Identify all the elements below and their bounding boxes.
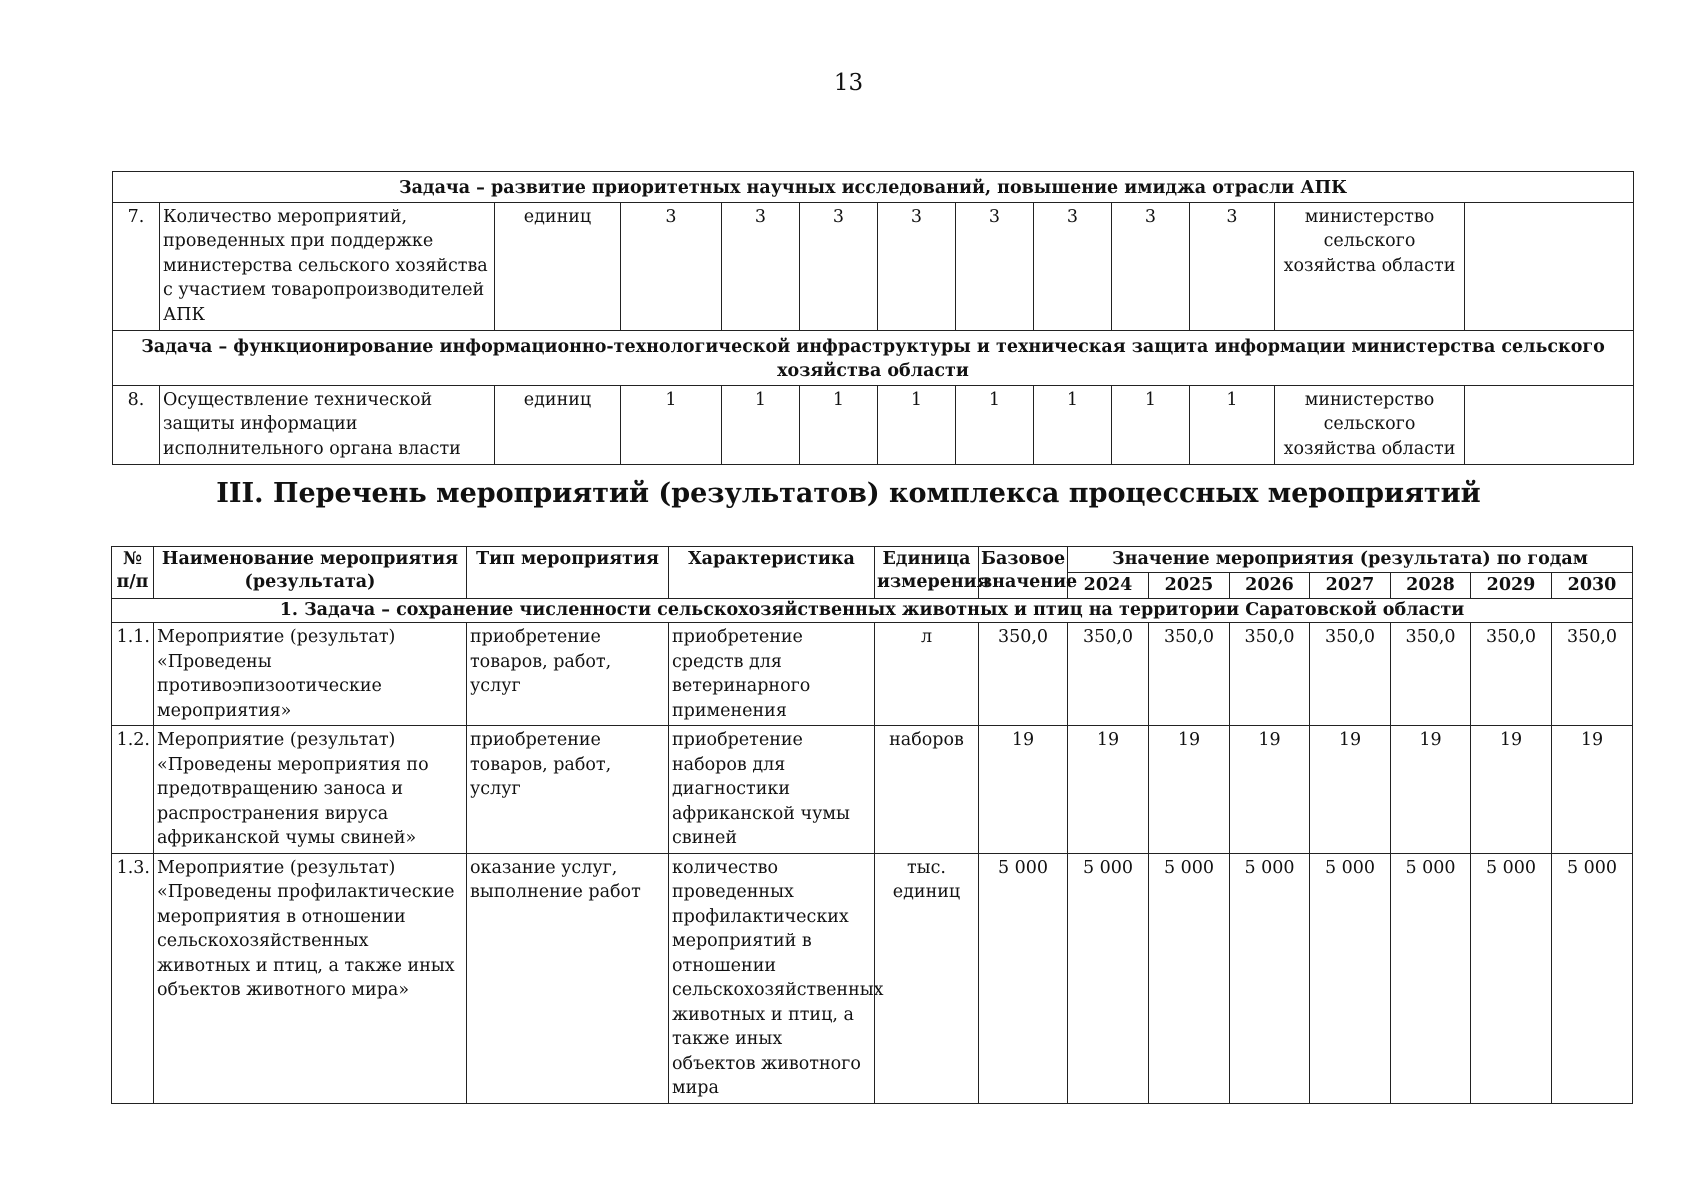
table-row: [112, 726, 1633, 854]
value-cell: 1: [621, 385, 722, 464]
year-value: 350,0: [1552, 623, 1633, 726]
year-value: 350,0: [1230, 623, 1310, 726]
activities-table: [111, 546, 1633, 1104]
value-cell: 1: [800, 385, 878, 464]
year-value: 350,0: [1471, 623, 1552, 726]
year-value: 19: [1552, 726, 1633, 854]
task-title: Задача – функционирование информационно-технологической инфраструктуры и техническая защита информации министерства сельского хозяйства области: [113, 330, 1634, 385]
indicator-name: Осуществление технической защиты информации исполнительного органа власти: [160, 385, 495, 464]
value-cell: 1: [1190, 385, 1275, 464]
empty-cell: [1465, 202, 1634, 330]
year-value: 19: [1068, 726, 1149, 854]
task-row: [113, 330, 1634, 385]
header-num: № п/п: [112, 547, 154, 599]
table-row: [113, 202, 1634, 330]
header-year: 2027: [1310, 573, 1391, 599]
year-value: 350,0: [1068, 623, 1149, 726]
header-year: 2029: [1471, 573, 1552, 599]
table-row: [112, 623, 1633, 726]
year-value: 5 000: [1310, 853, 1391, 1103]
year-value: 5 000: [1068, 853, 1149, 1103]
header-year: 2026: [1230, 573, 1310, 599]
year-value: 19: [1230, 726, 1310, 854]
year-value: 5 000: [1552, 853, 1633, 1103]
activity-characteristic: приобретение средств для ветеринарного применения: [669, 623, 875, 726]
row-number: 7.: [113, 202, 160, 330]
task-title: 1. Задача – сохранение численности сельскохозяйственных животных и птиц на территории Саратовской области: [112, 599, 1633, 623]
year-value: 350,0: [1149, 623, 1230, 726]
header-year: 2025: [1149, 573, 1230, 599]
value-cell: 3: [1112, 202, 1190, 330]
activity-name: Мероприятие (результат) «Проведены противоэпизоотические мероприятия»: [154, 623, 467, 726]
row-number: 1.3.: [112, 853, 154, 1103]
responsible-cell: министерство сельского хозяйства области: [1275, 202, 1465, 330]
task-row: [112, 599, 1633, 623]
unit-cell: наборов: [875, 726, 979, 854]
table-row: [112, 853, 1633, 1103]
year-value: 5 000: [1149, 853, 1230, 1103]
year-value: 19: [1149, 726, 1230, 854]
activity-characteristic: количество проведенных профилактических мероприятий в отношении сельскохозяйственных животных и птиц, а также иных объектов животного мира: [669, 853, 875, 1103]
header-year: 2030: [1552, 573, 1633, 599]
unit-cell: л: [875, 623, 979, 726]
task-row: [113, 172, 1634, 203]
header-year: 2024: [1068, 573, 1149, 599]
page-number: 13: [833, 70, 864, 96]
base-value: 19: [979, 726, 1068, 854]
activity-type: приобретение товаров, работ, услуг: [467, 726, 669, 854]
year-value: 350,0: [1391, 623, 1471, 726]
header-year: 2028: [1391, 573, 1471, 599]
header-unit: Единица измерения: [875, 547, 979, 599]
value-cell: 3: [621, 202, 722, 330]
indicators-table-continuation: [112, 171, 1634, 465]
base-value: 350,0: [979, 623, 1068, 726]
unit-cell: тыс. единиц: [875, 853, 979, 1103]
row-number: 8.: [113, 385, 160, 464]
year-value: 19: [1391, 726, 1471, 854]
year-value: 5 000: [1471, 853, 1552, 1103]
header-type: Тип мероприятия: [467, 547, 669, 599]
value-cell: 3: [956, 202, 1034, 330]
indicator-name: Количество мероприятий, проведенных при поддержке министерства сельского хозяйства с участием товаропроизводителей АПК: [160, 202, 495, 330]
activity-name: Мероприятие (результат) «Проведены профилактические мероприятия в отношении сельскохозяйственных животных и птиц, а также иных объектов животного мира»: [154, 853, 467, 1103]
empty-cell: [1465, 385, 1634, 464]
base-value: 5 000: [979, 853, 1068, 1103]
row-number: 1.1.: [112, 623, 154, 726]
task-title: Задача – развитие приоритетных научных исследований, повышение имиджа отрасли АПК: [113, 172, 1634, 203]
value-cell: 1: [956, 385, 1034, 464]
value-cell: 3: [722, 202, 800, 330]
value-cell: 3: [1034, 202, 1112, 330]
value-cell: 1: [1034, 385, 1112, 464]
activity-name: Мероприятие (результат) «Проведены мероприятия по предотвращению заноса и распространения вируса африканской чумы свиней»: [154, 726, 467, 854]
value-cell: 1: [878, 385, 956, 464]
value-cell: 3: [1190, 202, 1275, 330]
value-cell: 1: [722, 385, 800, 464]
activity-type: приобретение товаров, работ, услуг: [467, 623, 669, 726]
year-value: 350,0: [1310, 623, 1391, 726]
header-values-by-year: Значение мероприятия (результата) по годам: [1068, 547, 1633, 573]
responsible-cell: министерство сельского хозяйства области: [1275, 385, 1465, 464]
activity-characteristic: приобретение наборов для диагностики африканской чумы свиней: [669, 726, 875, 854]
header-row: [112, 547, 1633, 573]
year-value: 19: [1471, 726, 1552, 854]
value-cell: 1: [1112, 385, 1190, 464]
activity-type: оказание услуг, выполнение работ: [467, 853, 669, 1103]
value-cell: 3: [878, 202, 956, 330]
value-cell: 3: [800, 202, 878, 330]
unit-cell: единиц: [495, 385, 621, 464]
header-name: Наименование мероприятия (результата): [154, 547, 467, 599]
header-characteristic: Характеристика: [669, 547, 875, 599]
unit-cell: единиц: [495, 202, 621, 330]
table-row: [113, 385, 1634, 464]
section-title: III. Перечень мероприятий (результатов) комплекса процессных мероприятий: [216, 478, 1481, 509]
year-value: 19: [1310, 726, 1391, 854]
year-value: 5 000: [1230, 853, 1310, 1103]
header-base: Базовое значение: [979, 547, 1068, 599]
row-number: 1.2.: [112, 726, 154, 854]
year-value: 5 000: [1391, 853, 1471, 1103]
